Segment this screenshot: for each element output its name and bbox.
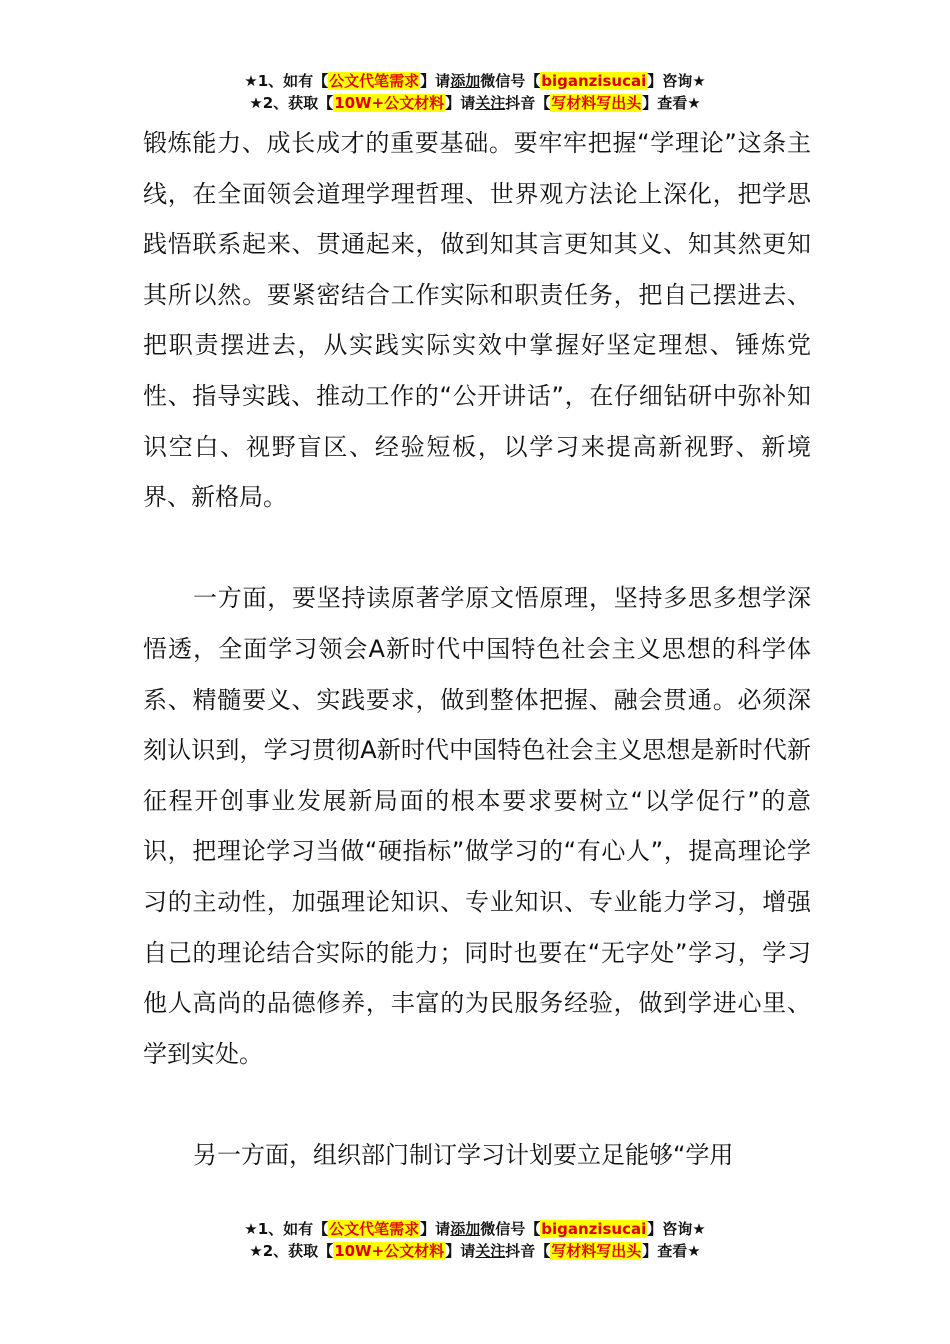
highlight-ghostwriting-need: 公文代笔需求 <box>329 1220 420 1238</box>
banner-text: ★2、获取【 <box>249 1242 334 1260</box>
banner-text: 】请 <box>420 72 451 90</box>
highlight-materials: 10W+公文材料 <box>334 1242 445 1260</box>
banner-text: 关注 <box>475 94 506 112</box>
paragraph-spacer <box>143 523 811 574</box>
highlight-ghostwriting-need: 公文代笔需求 <box>329 72 420 90</box>
banner-text: 抖音【 <box>505 1242 551 1260</box>
banner-text: 微信号【 <box>480 1220 541 1238</box>
banner-line-1 <box>0 70 950 92</box>
footer-banner <box>0 1218 950 1262</box>
banner-text: 】请 <box>445 94 476 112</box>
highlight-douyin-account: 写材料写出头 <box>551 94 642 112</box>
banner-text: 关注 <box>475 1242 506 1260</box>
banner-text: ★2、获取【 <box>249 94 334 112</box>
banner-text: 】请 <box>420 1220 451 1238</box>
banner-text: 】请 <box>445 1242 476 1260</box>
highlight-douyin-account: 写材料写出头 <box>551 1242 642 1260</box>
banner-text: 添加 <box>450 72 481 90</box>
paragraph-spacer <box>143 1079 811 1130</box>
banner-text: ★1、如有【 <box>244 72 329 90</box>
banner-text: 抖音【 <box>505 94 551 112</box>
highlight-wechat-id: biganzisucai <box>541 72 647 90</box>
banner-text: 】咨询★ <box>647 1220 706 1238</box>
highlight-wechat-id: biganzisucai <box>541 1220 647 1238</box>
banner-text: 】查看★ <box>642 94 701 112</box>
banner-line-2 <box>0 92 950 114</box>
banner-text: 微信号【 <box>480 72 541 90</box>
banner-line-2 <box>0 1240 950 1262</box>
header-banner <box>0 70 950 114</box>
banner-text: 添加 <box>450 1220 481 1238</box>
banner-text: ★1、如有【 <box>244 1220 329 1238</box>
document-body <box>143 118 811 1180</box>
highlight-materials: 10W+公文材料 <box>334 94 445 112</box>
paragraph-1: 锻炼能力、成长成才的重要基础。要牢牢把握“学理论”这条主线，在全面领会道理学理哲理、世界观方法论上深化，把学思践悟联系起来、贯通起来，做到知其言更知其义、知其然更知其所以然。要紧密结合工作实际和职责任务，把自己摆进去、把职责摆进去，从实践实际实效中掌握好坚定理想、锤炼党性、指导实践、推动工作的“公开讲话”，在仔细钻研中弥补知识空白、视野盲区、经验短板，以学习来提高新视野、新境界、新格局。 <box>143 129 811 512</box>
paragraph-3: 另一方面，组织部门制订学习计划要立足能够“学用 <box>193 1140 734 1169</box>
banner-text: 】咨询★ <box>647 72 706 90</box>
banner-text: 】查看★ <box>642 1242 701 1260</box>
paragraph-2: 一方面，要坚持读原著学原文悟原理，坚持多思多想学深悟透，全面学习领会A新时代中国特色社会主义思想的科学体系、精髓要义、实践要求，做到整体把握、融会贯通。必须深刻认识到，学习贯彻A新时代中国特色社会主义思想是新时代新征程开创事业发展新局面的根本要求要树立“以学促行”的意识，把理论学习当做“硬指标”做学习的“有心人”，提高理论学习的主动性，加强理论知识、专业知识、专业能力学习，增强自己的理论结合实际的能力；同时也要在“无字处”学习，学习他人高尚的品德修养，丰富的为民服务经验，做到学进心里、学到实处。 <box>143 584 811 1068</box>
banner-line-1 <box>0 1218 950 1240</box>
